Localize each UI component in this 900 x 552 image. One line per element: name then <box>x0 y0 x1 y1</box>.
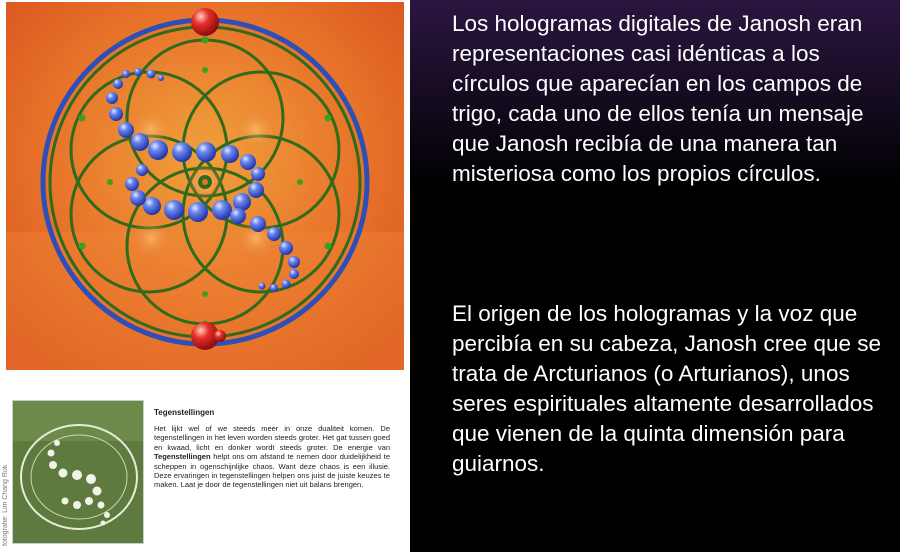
article-body-bold: Tegenstellingen <box>154 452 211 462</box>
article-title: Tegenstellingen <box>154 408 215 417</box>
article-body-text-end: helpt ons om afstand te nemen door duidelijkheid te scheppen in ogenschijnlijke chaos. Want deze chaos is een illusie. Deze ervaringen in tegenstellingen helpen ons juist de juiste keuzes te maken. Laat je door de tegenstellingen niet uit balans brengen. <box>154 452 390 490</box>
article-body <box>154 424 390 490</box>
paragraph-origin: El origen de los hologramas y la voz que percibía en su cabeza, Janosh cree que se trata de Arcturianos (o Arturianos), unos seres espirituales altamente desarrollados que vienen de la quinta dimensión para guiarnos. <box>452 301 882 476</box>
paragraph-holograms: Los hologramas digitales de Janosh eran representaciones casi idénticas a los círculos que aparecían en los campos de trigo, cada uno de ellos tenía un mensaje que Janosh recibía de una manera tan misteriosa como los propios círculos. <box>452 11 864 186</box>
magazine-article <box>0 376 410 552</box>
article-body-text: Het lijkt wel of we steeds meer in onze dualiteit komen. De tegenstellingen in het leven worden steeds groter. Het gat tussen goed en kwaad, licht en donker wordt steeds groter. De energie van <box>154 424 390 452</box>
hologram-image <box>6 2 404 370</box>
left-panel <box>0 0 410 552</box>
crop-circle-photo <box>12 400 144 544</box>
right-panel <box>410 0 900 552</box>
photo-credit: fotografie: Lim Chang Rok <box>2 464 9 546</box>
